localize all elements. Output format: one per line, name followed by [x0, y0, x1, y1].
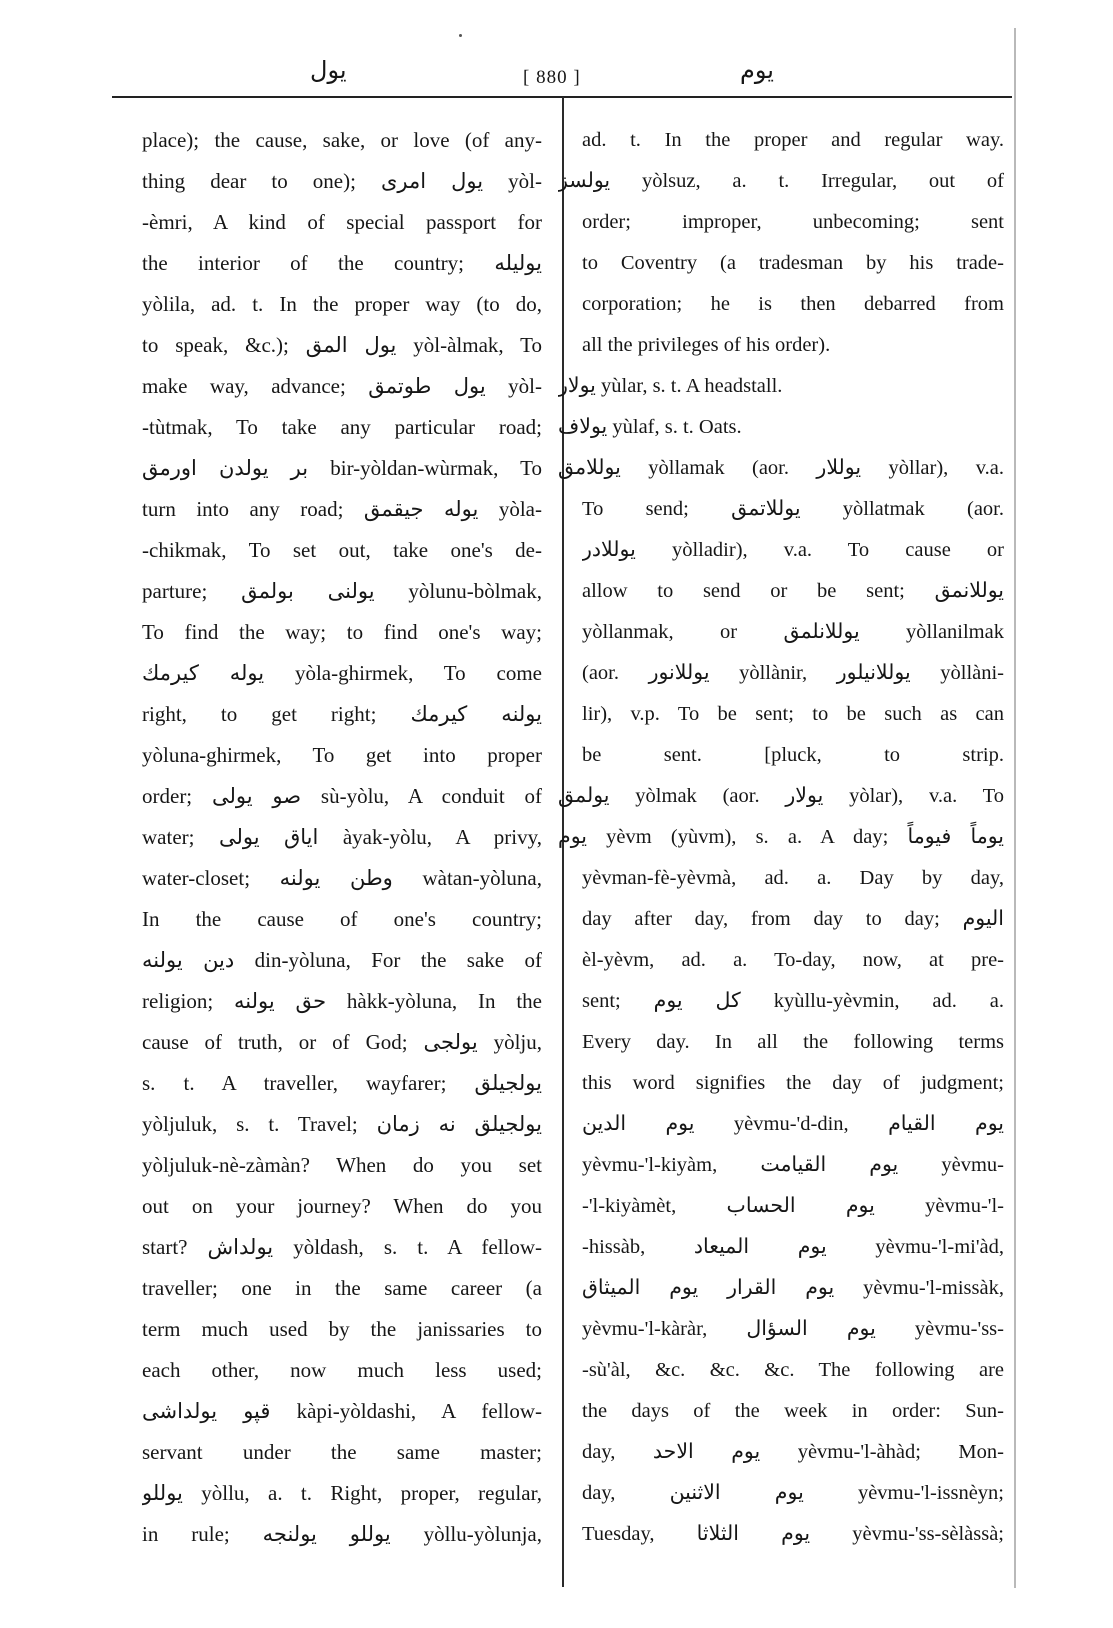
text-line: يوم القرار يوم الميثاق yèvmu-'l-missàk, [582, 1277, 1004, 1299]
text-line: the interior of the country; يوليله [142, 251, 542, 275]
text-line: corporation; he is then debarred from [582, 293, 1004, 315]
text-line: be sent. [pluck, to strip. [582, 744, 1004, 766]
text-line: yèvmu-'l-kiyàm, يوم القيامت yèvmu- [582, 1154, 1004, 1176]
text-line: sent; كل يوم kyùllu-yèvmin, ad. a. [582, 990, 1004, 1012]
text-line: yòljuluk-nè-zàmàn? When do you set [142, 1153, 542, 1177]
text-line: yòllanmak, or يوللانلمق yòllanilmak [582, 621, 1004, 643]
page-edge-shadow [1014, 28, 1016, 1588]
text-line: In the cause of one's country; [142, 907, 542, 931]
text-line: water-closet; وطن يولنه wàtan-yòluna, [142, 866, 542, 890]
text-line: cause of truth, or of God; يولجى yòlju, [142, 1030, 542, 1054]
page-header [120, 50, 990, 92]
text-line: day, يوم الاثنين yèvmu-'l-issnèyn; [582, 1482, 1004, 1504]
text-line: each other, now much less used; [142, 1358, 542, 1382]
right-running-headword: يوم [740, 56, 774, 84]
text-line: يوم الدين yèvmu-'d-din, يوم القيام [582, 1113, 1004, 1135]
text-line: ad. t. In the proper and regular way. [582, 129, 1004, 151]
text-line: turn into any road; يوله جيقمق yòla- [142, 497, 542, 521]
text-line: -tùtmak, To take any particular road; [142, 415, 542, 439]
text-line: traveller; one in the same career (a [142, 1276, 542, 1300]
text-line: (aor. يوللانور yòllànir, يوللانيلور yòllàni- [582, 662, 1004, 684]
text-line: قپو يولداشى kàpi-yòldashi, A fellow- [142, 1399, 542, 1423]
text-line: يوللو yòllu, a. t. Right, proper, regular, [142, 1481, 542, 1505]
text-line: -'l-kiyàmèt, يوم الحساب yèvmu-'l- [582, 1195, 1004, 1217]
text-line: term much used by the janissaries to [142, 1317, 542, 1341]
text-line: -hissàb, يوم الميعاد yèvmu-'l-mi'àd, [582, 1236, 1004, 1258]
text-line: Every day. In all the following terms [582, 1031, 1004, 1053]
text-line: order; improper, unbecoming; sent [582, 211, 1004, 233]
text-line: in rule; يوللو يولنجه yòllu-yòlunja, [142, 1522, 542, 1546]
text-line: thing dear to one); يول امرى yòl- [142, 169, 542, 193]
text-line: -èmri, A kind of special passport for [142, 210, 542, 234]
left-running-headword: يول [310, 56, 347, 84]
text-line: To send; يوللاتمق yòllatmak (aor. [582, 498, 1004, 520]
entry-headword-line: يولمق yòlmak (aor. يولار yòlar), v.a. To [558, 785, 1004, 807]
text-line: day after day, from day to day; اليوم [582, 908, 1004, 930]
text-line: يوللادر yòlladir), v.a. To cause or [582, 539, 1004, 561]
text-line: -chikmak, To set out, take one's de- [142, 538, 542, 562]
text-line: right, to get right; يولنه كيرمك [142, 702, 542, 726]
text-line: to Coventry (a tradesman by his trade- [582, 252, 1004, 274]
text-line: دين يولنه din-yòluna, For the sake of [142, 948, 542, 972]
entry-headword-line: يولار yùlar, s. t. A headstall. [558, 375, 783, 397]
text-line: make way, advance; يول طوتمق yòl- [142, 374, 542, 398]
right-column [558, 120, 1004, 1555]
text-line: To find the way; to find one's way; [142, 620, 542, 644]
text-line: بر يولدن اورمق bir-yòldan-wùrmak, To [142, 456, 542, 480]
text-line: out on your journey? When do you [142, 1194, 542, 1218]
text-line: يوله كيرمك yòla-ghirmek, To come [142, 661, 542, 685]
scan-speck [459, 34, 462, 37]
entry-headword-line: يولاف yùlaf, s. t. Oats. [558, 416, 742, 438]
left-column [142, 120, 542, 1555]
text-line: water; اياق يولى àyak-yòlu, A privy, [142, 825, 542, 849]
text-line: to speak, &c.); يول المق yòl-àlmak, To [142, 333, 542, 357]
text-line: the days of the week in order: Sun- [582, 1400, 1004, 1422]
entry-headword-line: يوللامق yòllamak (aor. يوللار yòllar), v.a. [558, 457, 1004, 479]
text-line: s. t. A traveller, wayfarer; يولجيلق [142, 1071, 542, 1095]
text-line: religion; حق يولنه hàkk-yòluna, In the [142, 989, 542, 1013]
text-line: parture; يولنى بولمق yòlunu-bòlmak, [142, 579, 542, 603]
text-line: this word signifies the day of judgment; [582, 1072, 1004, 1094]
text-line: -sù'àl, &c. &c. &c. The following are [582, 1359, 1004, 1381]
text-line: Tuesday, يوم الثلاثا yèvmu-'ss-sèlàssà; [582, 1523, 1004, 1545]
text-line: all the privileges of his order). [582, 334, 831, 356]
text-line: yèvman-fè-yèvmà, ad. a. Day by day, [582, 867, 1004, 889]
text-line: start? يولداش yòldash, s. t. A fellow- [142, 1235, 542, 1259]
text-line: lir), v.p. To be sent; to be such as can [582, 703, 1004, 725]
text-line: yòljuluk, s. t. Travel; يولجيلق نه زمان [142, 1112, 542, 1136]
text-line: èl-yèvm, ad. a. To-day, now, at pre- [582, 949, 1004, 971]
entry-headword-line: يولسز yòlsuz, a. t. Irregular, out of [558, 170, 1004, 192]
entry-headword-line: يوم yèvm (yùvm), s. a. A day; يوماً فيوماً [558, 826, 1004, 848]
text-line: yòluna-ghirmek, To get into proper [142, 743, 542, 767]
text-line: yèvmu-'l-kàràr, يوم السؤال yèvmu-'ss- [582, 1318, 1004, 1340]
text-line: day, يوم الاحد yèvmu-'l-àhàd; Mon- [582, 1441, 1004, 1463]
text-line: allow to send or be sent; يوللانمق [582, 580, 1004, 602]
text-line: yòlila, ad. t. In the proper way (to do, [142, 292, 542, 316]
text-line: servant under the same master; [142, 1440, 542, 1464]
page-number: [ 880 ] [523, 67, 581, 88]
text-line: place); the cause, sake, or love (of any- [142, 128, 542, 152]
text-line: order; صو يولى sù-yòlu, A conduit of [142, 784, 542, 808]
